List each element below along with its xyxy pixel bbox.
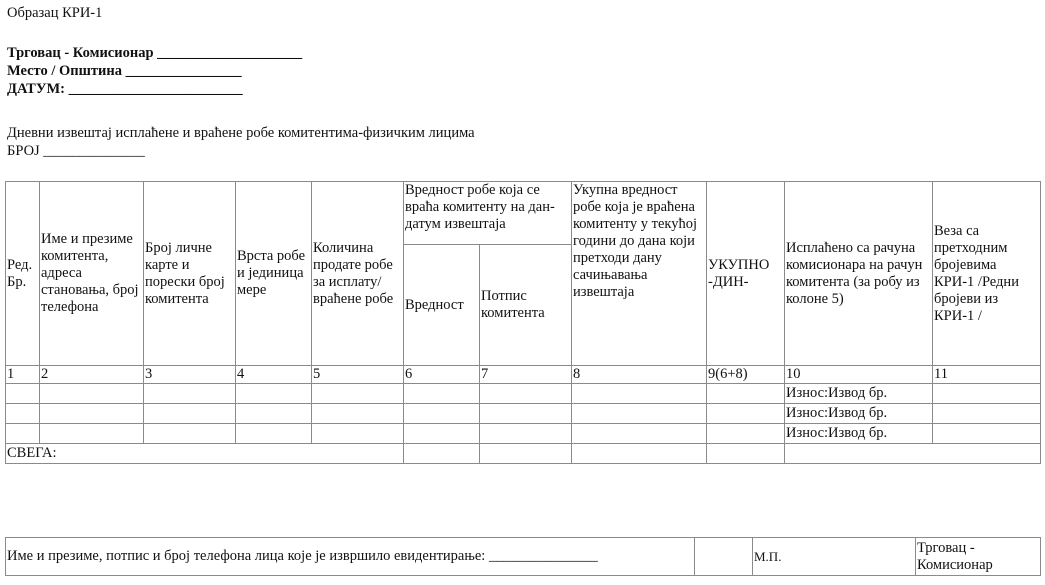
- report-number-line: БРОЈ ______________: [7, 143, 145, 159]
- col-header-6-7-group: Вредност робе која се враћа комитенту на дан-датум извештаја: [404, 182, 572, 245]
- col-header-2: Име и презиме комитента, адреса становања, број телефона: [40, 182, 144, 366]
- table-row: [6, 384, 1041, 404]
- total-row: [6, 444, 1041, 464]
- stamp-label: М.П.: [753, 538, 916, 576]
- col-header-3: Број личне карте и порески број комитента: [144, 182, 236, 366]
- col-header-10: Исплаћено са рачуна комисионара на рачун комитента (за робу из колоне 5): [785, 182, 933, 366]
- col-num-2: 2: [40, 366, 144, 384]
- table-row: [6, 424, 1041, 444]
- footer-merchant-label: Трговац - Комисионар: [916, 538, 1041, 576]
- col-num-10: 10: [785, 366, 933, 384]
- col-num-6: 6: [404, 366, 480, 384]
- payment-cell: Износ:Извод бр.: [785, 404, 933, 424]
- col-num-1: 1: [6, 366, 40, 384]
- col-num-9: 9(6+8): [707, 366, 785, 384]
- col-num-11: 11: [933, 366, 1041, 384]
- place-line: Место / Општина ________________: [7, 63, 242, 79]
- col-header-5: Количина продате робе за исплату/ враћене робе: [312, 182, 404, 366]
- col-num-8: 8: [572, 366, 707, 384]
- table-row: [6, 404, 1041, 424]
- col-header-6: Вредност: [404, 245, 480, 366]
- col-header-9: УКУПНО -ДИН-: [707, 182, 785, 366]
- payment-cell: Износ:Извод бр.: [785, 424, 933, 444]
- report-title: Дневни извештај исплаћене и враћене робе комитентима-физичким лицима: [7, 125, 475, 141]
- report-table: [5, 181, 1041, 464]
- col-num-4: 4: [236, 366, 312, 384]
- merchant-line: Трговац - Комисионар ____________________: [7, 45, 303, 61]
- col-header-1: Ред. Бр.: [6, 182, 40, 366]
- column-number-row: [6, 366, 1041, 384]
- form-label: Образац КРИ-1: [7, 5, 103, 21]
- col-num-7: 7: [480, 366, 572, 384]
- date-line: ДАТУМ: ________________________: [7, 81, 243, 97]
- col-header-11: Веза са претходним бројевима КРИ-1 /Редни бројеви из КРИ-1 /: [933, 182, 1041, 366]
- col-num-5: 5: [312, 366, 404, 384]
- signature-field: Име и презиме, потпис и број телефона лица које је извршило евидентирање: _______________: [6, 538, 695, 576]
- col-header-7: Потпис комитента: [480, 245, 572, 366]
- col-header-4: Врста робе и јединица мере: [236, 182, 312, 366]
- payment-cell: Износ:Извод бр.: [785, 384, 933, 404]
- total-label: СВЕГА:: [6, 444, 404, 464]
- col-header-8: Укупна вредност робе која је враћена комитенту у текућој години до дана који претходи дану сачињавања извештаја: [572, 182, 707, 366]
- col-num-3: 3: [144, 366, 236, 384]
- footer-table: [5, 537, 1041, 576]
